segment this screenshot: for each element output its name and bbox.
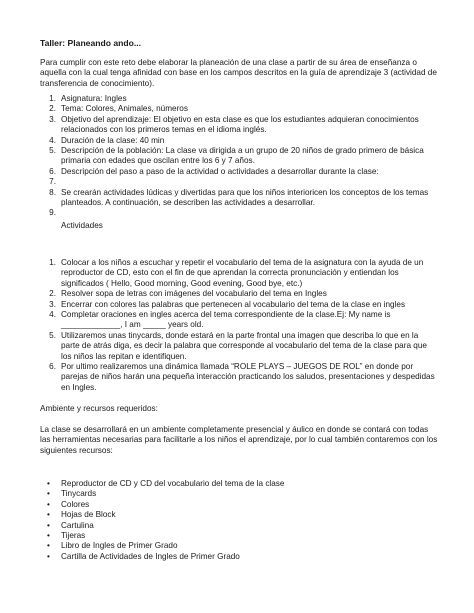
list-item: 5. Descripción de la población: La clase va dirigida a un grupo de 20 niños de grado primero de básica primaria con edades que oscilan entre los 6 y 7 años. [49, 146, 424, 166]
planning-list [40, 94, 438, 231]
list-item: 7. [49, 177, 56, 187]
resources-list [40, 479, 284, 562]
resource-item: • Reproductor de CD y CD del vocabulario del tema de la clase [47, 479, 285, 488]
activity-item: 3. Encerrar con colores las palabras que pertenecen al vocabulario del tema de la clase en ingles [49, 299, 406, 309]
activities-heading: Actividades [61, 220, 103, 230]
spacer [40, 219, 438, 221]
list-item: 4. Duración de la clase: 40 min [49, 135, 165, 145]
list-item: 8. Se crearán actividades lúdicas y divertidas para que los niños interioricen los conceptos de los temas planteados. A continuación, se describen las actividades a desarrollar. [49, 187, 429, 208]
resource-item: • Libro de Ingles de Primer Grado [47, 541, 178, 551]
bullet-icon: • [47, 510, 50, 520]
environment-paragraph: La clase se desarrollará en un ambiente completamente presencial y áulico en donde se contará con todas las herramientas necesarias para facilitarle a los niños el aprendizaje, por lo cual también contaremos con los siguientes recursos: [40, 425, 438, 455]
activity-item: 1. Colocar a los niños a escuchar y repetir el vocabulario del tema de la asignatura con la ayuda de un reproductor de CD, esto con el fin de que aprendan la correcta pronunciación y entiendan los significados ( Hello, Good morning, Good evening, Good bye, etc.) [49, 258, 424, 288]
resource-item: • Cartilla de Actividades de Ingles de Primer Grado [47, 551, 240, 561]
activity-item: 4. Completar oraciones en ingles acerca del tema correspondiente de la clase.Ej: My name is _____________, I am _____ years old. [49, 310, 391, 330]
bullet-icon: • [47, 520, 50, 530]
bullet-icon: • [47, 541, 50, 551]
bullet-icon: • [47, 489, 50, 499]
resource-item: • Tinycards [47, 489, 97, 499]
activity-item: 5. Utilizaremos unas tinycards, donde estará en la parte frontal una imagen que describa lo que en la parte de atrás diga, es decir la palabra que corresponde al vocabulario del tema de la clase para que los niños las repitan e identifiquen. [49, 330, 427, 361]
bullet-icon: • [47, 531, 50, 541]
document-title: Taller: Planeando ando... [40, 38, 142, 48]
resource-item: • Colores [47, 499, 90, 509]
list-item: 9. [49, 208, 56, 218]
list-item: 6. Descripción del paso a paso de la actividad o actividades a desarrollar durante la clase: [49, 166, 379, 176]
activity-item: 2. Resolver sopa de letras con imágenes del vocabulario del tema en Ingles [49, 289, 327, 299]
resource-item: • Cartulina [47, 520, 94, 530]
intro-paragraph: Para cumplir con este reto debe elaborar la planeación de una clase a partir de su área de enseñanza o aquella con la cual tenga afinidad con base en los campos descritos en la guía de aprendizaje 3 (actividad de transferencia de conocimiento). [40, 58, 437, 88]
activity-item: 6. Por ultimo realizaremos una dinámica llamada “ROLE PLAYS – JUEGOS DE ROL” en donde por parejas de niños harán una pequeña interacción practicando los saludos, presentaciones y despedidas en Ingles. [49, 362, 435, 392]
resource-item: • Hojas de Block [47, 510, 116, 520]
resource-item: • Tijeras [47, 531, 86, 541]
list-item: 2. Tema: Colores, Animales, números [49, 104, 188, 114]
list-item: 3. Objetivo del aprendizaje: El objetivo en esta clase es que los estudiantes adquieran conocimientos relacionados con los primeros temas en el idioma inglés. [49, 114, 419, 135]
bullet-icon: • [47, 479, 50, 488]
activities-list [40, 258, 438, 393]
environment-heading: Ambiente y recursos requeridos: [40, 404, 158, 413]
bullet-icon: • [47, 551, 50, 561]
list-item: 1. Asignatura: Ingles [49, 94, 127, 103]
bullet-icon: • [47, 499, 50, 509]
